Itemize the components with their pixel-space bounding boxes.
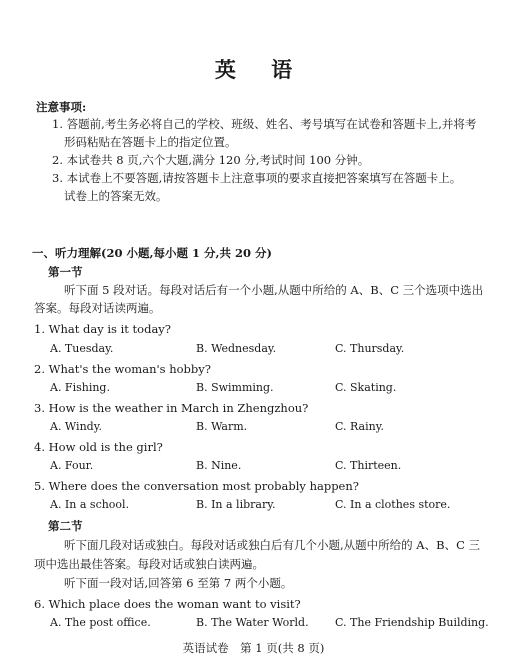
question-2-option-a: A. Fishing. [50, 381, 110, 394]
page-title: 英 语 [214, 57, 307, 82]
question-6-option-a: A. The post office. [50, 616, 151, 629]
section2-instruction-2: 项中选出最佳答案。每段对话或独白读两遍。 [34, 557, 264, 571]
question-2-option-b: B. Swimming. [196, 381, 274, 394]
note-3-line-1: 3. 本试卷上不要答题,请按答题卡上注意事项的要求直接把答案填写在答题卡上。 [52, 171, 462, 185]
question-5: 5. Where does the conversation most probably happen? [34, 479, 359, 493]
section2-instruction-1: 听下面几段对话或独白。每段对话或独白后有几个小题,从题中所给的 A、B、C 三 [64, 538, 481, 552]
question-1-option-c: C. Thursday. [335, 342, 405, 355]
note-2-line-1: 2. 本试卷共 8 页,六个大题,满分 120 分,考试时间 100 分钟。 [52, 153, 370, 167]
question-4: 4. How old is the girl? [34, 440, 163, 454]
question-3-option-c: C. Rainy. [335, 420, 384, 433]
question-1: 1. What day is it today? [34, 322, 171, 336]
question-5-option-a: A. In a school. [50, 498, 130, 511]
question-3: 3. How is the weather in March in Zhengzhou? [34, 401, 309, 415]
question-2: 2. What's the woman's hobby? [34, 362, 211, 376]
note-3-line-2: 试卷上的答案无效。 [64, 189, 168, 203]
section1-instruction-1: 听下面 5 段对话。每段对话后有一个小题,从题中所给的 A、B、C 三个选项中选出 [64, 283, 484, 297]
question-3-option-a: A. Windy. [50, 420, 102, 433]
section2-label: 第二节 [48, 519, 83, 533]
question-5-option-c: C. In a clothes store. [335, 498, 451, 511]
note-1-line-1: 1. 答题前,考生务必将自己的学校、班级、姓名、考号填写在试卷和答题卡上,并将考 [52, 117, 477, 131]
question-4-option-c: C. Thirteen. [335, 459, 402, 472]
question-6-option-b: B. The Water World. [196, 616, 309, 629]
question-1-option-a: A. Tuesday. [50, 342, 114, 355]
question-1-option-b: B. Wednesday. [196, 342, 277, 355]
section2-sub-instruction: 听下面一段对话,回答第 6 至第 7 两个小题。 [64, 576, 293, 590]
question-4-option-b: B. Nine. [196, 459, 242, 472]
notes-heading: 注意事项: [36, 100, 87, 114]
note-1-line-2: 形码粘贴在答题卡上的指定位置。 [64, 135, 237, 149]
page-footer: 英语试卷 第 1 页(共 8 页) [182, 641, 325, 655]
section1-label: 第一节 [48, 265, 83, 279]
question-2-option-c: C. Skating. [335, 381, 397, 394]
question-6-option-c: C. The Friendship Building. [335, 616, 489, 629]
question-5-option-b: B. In a library. [196, 498, 276, 511]
section1-instruction-2: 答案。每段对话读两遍。 [34, 301, 161, 315]
question-3-option-b: B. Warm. [196, 420, 248, 433]
question-6: 6. Which place does the woman want to visit? [34, 597, 301, 611]
part1-heading: 一、听力理解(20 小题,每小题 1 分,共 20 分) [32, 246, 272, 260]
question-4-option-a: A. Four. [50, 459, 94, 472]
